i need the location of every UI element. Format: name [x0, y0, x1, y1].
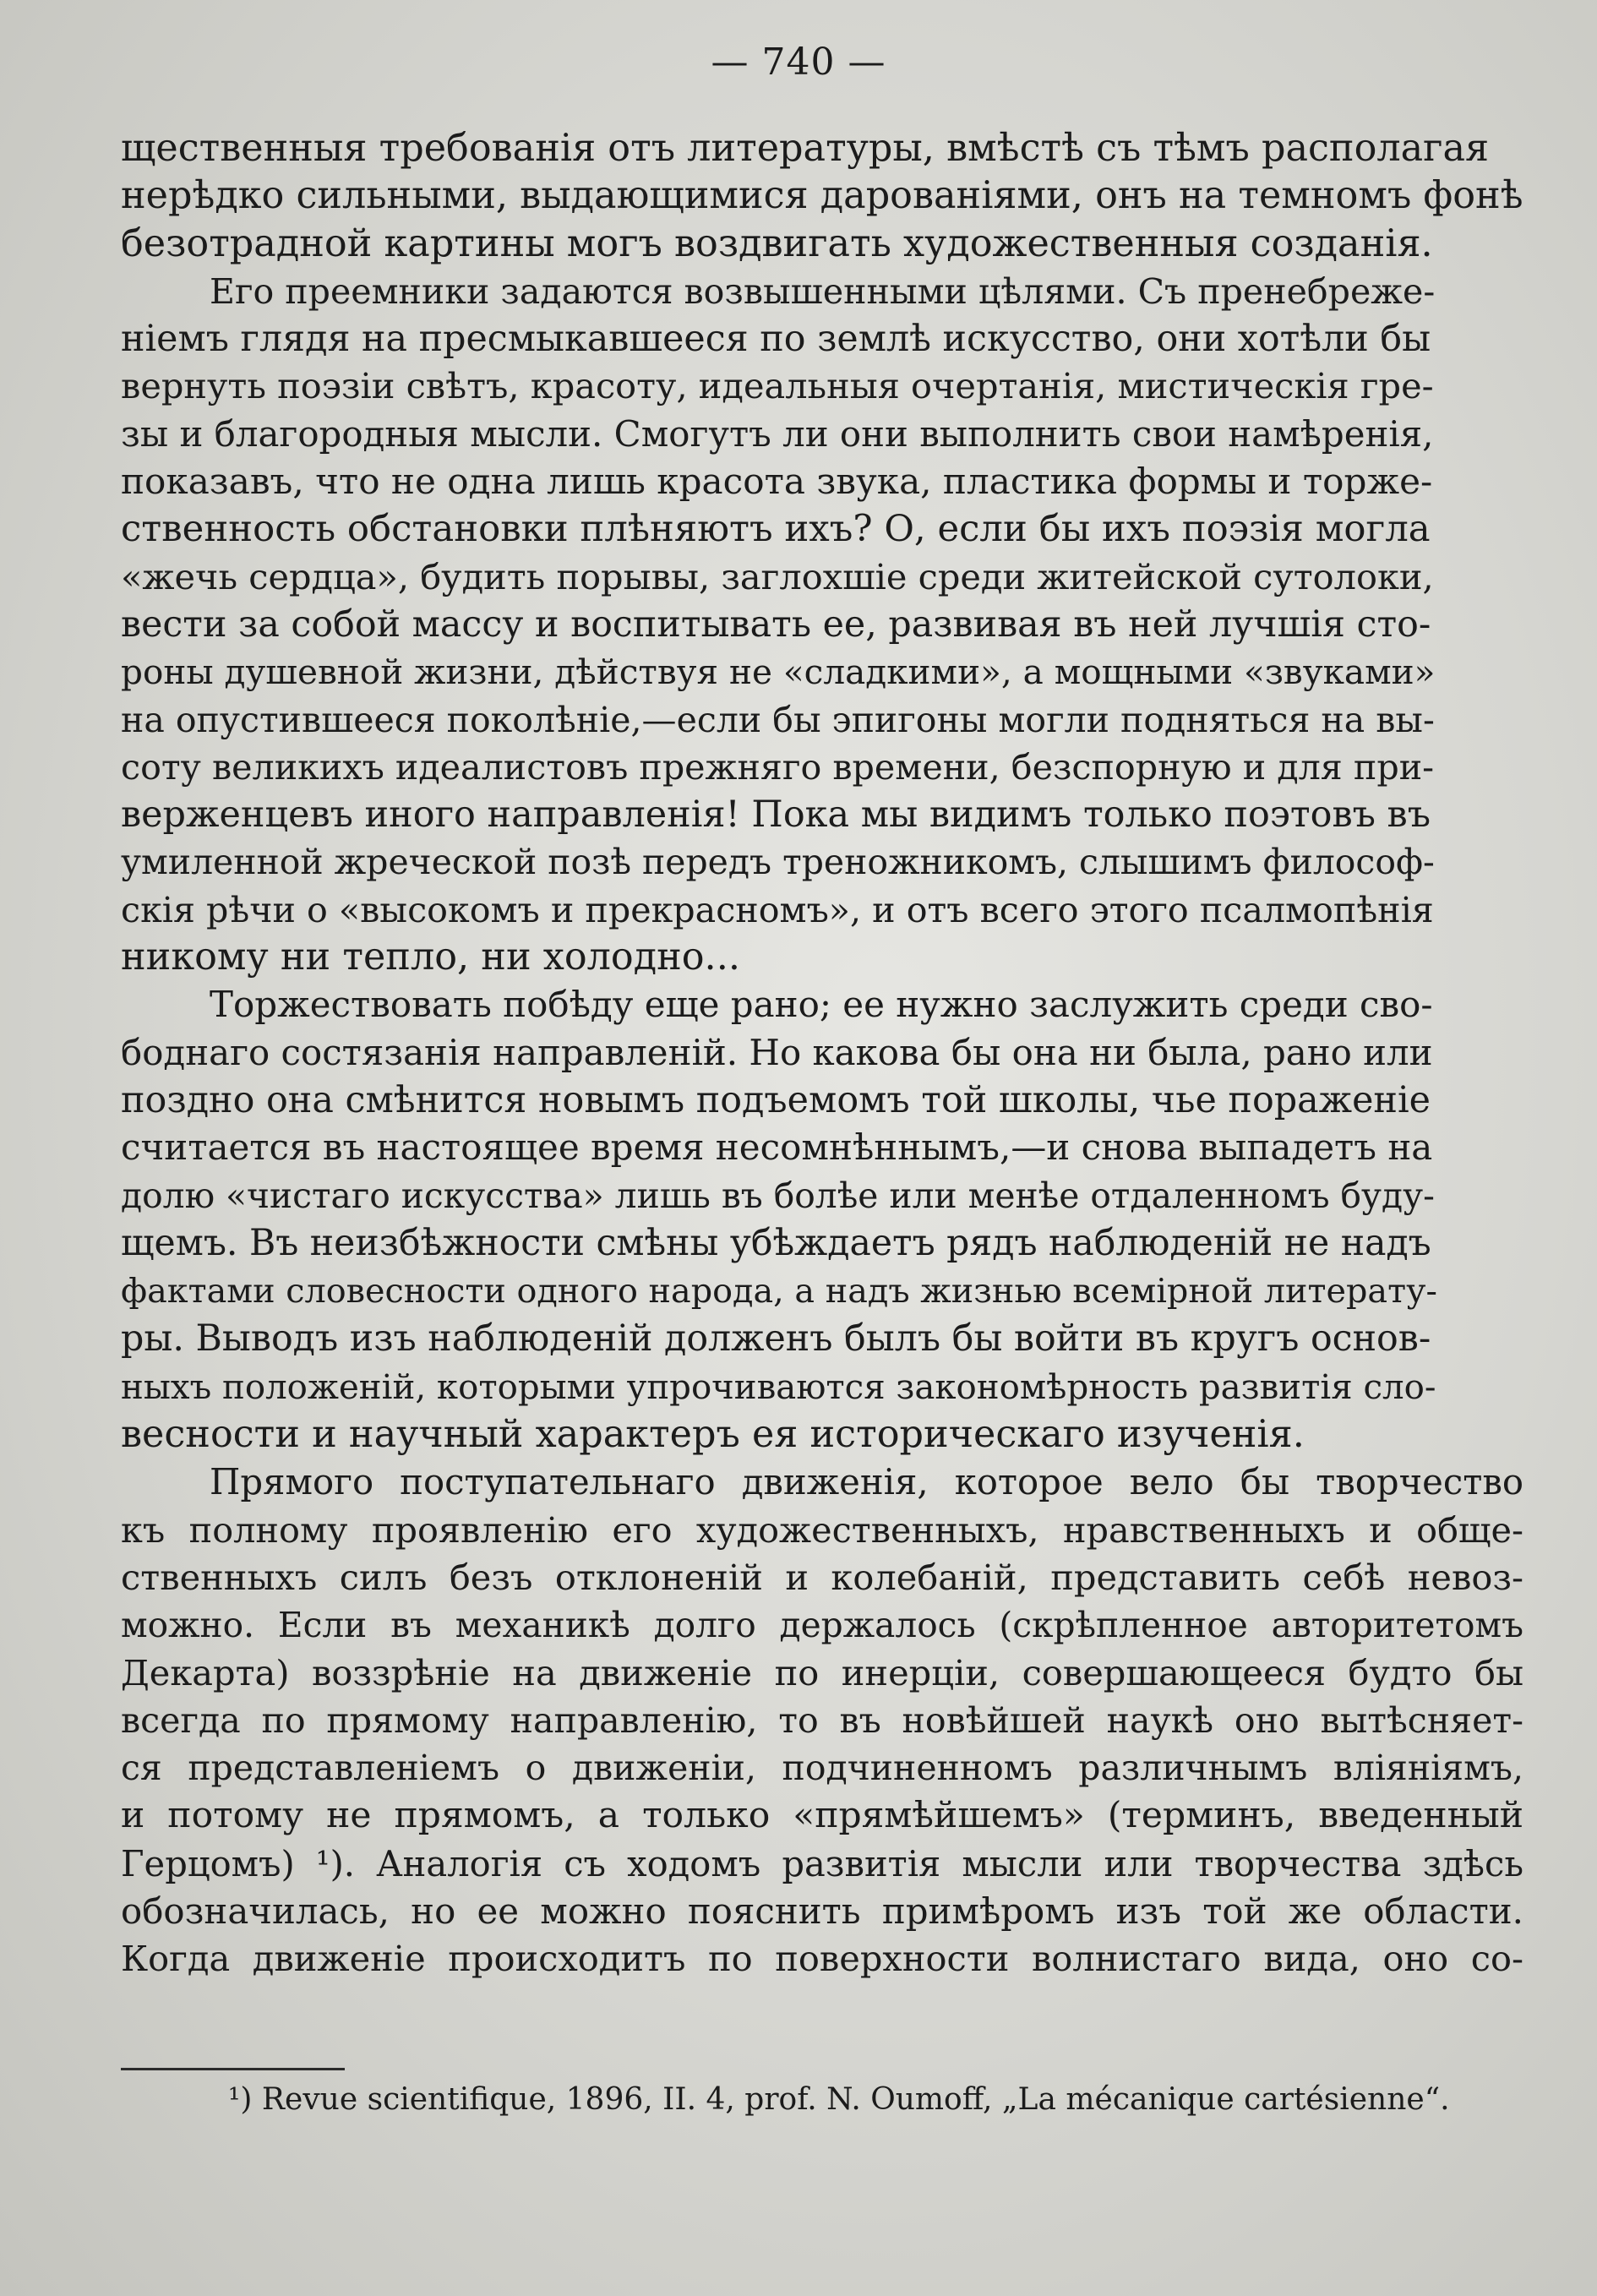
text-line: ры. Выводъ изъ наблюденій долженъ былъ бы войти въ кругъ основ- [121, 1317, 1431, 1361]
text-line: и потому не прямомъ, а только «прямѣйшемъ» (терминъ, введенный [121, 1795, 1523, 1837]
text-line: нерѣдко сильными, выдающимися дарованіями, онъ на темномъ фонѣ [121, 174, 1523, 218]
text-line: обозначилась, но ее можно пояснить примѣромъ изъ той же области. [121, 1890, 1523, 1932]
text-line: къ полному проявленію его художественныхъ, нравственныхъ и обще- [121, 1509, 1523, 1551]
text-line: верженцевъ иного направленія! Пока мы видимъ только поэтовъ въ [121, 794, 1431, 837]
text-line: всегда по прямому направленію, то въ новѣйшей наукѣ оно вытѣсняет- [121, 1699, 1523, 1741]
text-line: ственность обстановки плѣняютъ ихъ? О, если бы ихъ поэзія могла [121, 508, 1431, 551]
paragraph-3 [121, 981, 1523, 1459]
text-line: скія рѣчи о «высокомъ и прекрасномъ», и отъ всего этого псалмопѣнія [121, 889, 1434, 930]
text-line: Когда движеніе происходитъ по поверхности волнистаго вида, оно со- [121, 1938, 1523, 1980]
text-line: считается въ настоящее время несомнѣннымъ,—и снова выпадетъ на [121, 1126, 1433, 1169]
text-line: никому ни тепло, ни холодно... [121, 935, 740, 979]
paragraph-1 [121, 125, 1523, 268]
text-line: Декарта) воззрѣніе на движеніе по инерціи, совершающееся будто бы [121, 1651, 1523, 1693]
text-line: поздно она смѣнится новымъ подъемомъ той школы, чье пораженіе [121, 1078, 1431, 1121]
text-line: безотрадной картины могъ воздвигать художественныя созданія. [121, 221, 1433, 265]
text-line: вести за собой массу и воспитывать ее, развивая въ ней лучшія сто- [121, 603, 1431, 646]
text-line: Торжествовать побѣду еще рано; ее нужно заслужить среди сво- [210, 984, 1433, 1026]
text-line: весности и научный характеръ ея историческаго изученія. [121, 1413, 1305, 1457]
page-number: — 740 — [711, 41, 886, 84]
text-line: зы и благородныя мысли. Смогутъ ли они выполнить свои намѣренія, [121, 412, 1434, 455]
footnote-divider [121, 2068, 345, 2070]
paragraph-2 [121, 268, 1523, 981]
text-line: на опустившееся поколѣніе,—если бы эпигоны могли подняться на вы- [121, 699, 1435, 740]
text-line: щемъ. Въ неизбѣжности смѣны убѣждаетъ рядъ наблюденій не надъ [121, 1221, 1431, 1264]
body-text [121, 125, 1523, 1983]
text-line: роны душевной жизни, дѣйствуя не «сладкими», а мощными «звуками» [121, 652, 1436, 693]
text-line: вернуть поэзіи свѣтъ, красоту, идеальныя очертанія, мистическія гре- [121, 366, 1434, 407]
text-line: показавъ, что не одна лишь красота звука, пластика формы и торже- [121, 461, 1433, 503]
text-line: Прямого поступательнаго движенія, которое вело бы творчество [210, 1461, 1523, 1503]
text-line: фактами словесности одного народа, а надъ жизнью всемірной литерату- [121, 1272, 1437, 1312]
text-line: «жечь сердца», будить порывы, заглохшіе среди житейской сутолоки, [121, 555, 1434, 597]
text-line: Герцомъ) ¹). Аналогія съ ходомъ развитія мысли или творчества здѣсь [121, 1842, 1523, 1884]
text-line: боднаго состязанія направленій. Но какова бы она ни была, рано или [121, 1031, 1433, 1073]
text-line: ныхъ положеній, которыми упрочиваются закономѣрность развитія сло- [121, 1367, 1436, 1407]
text-line: можно. Если въ механикѣ долго держалось (скрѣпленное авторитетомъ [121, 1605, 1523, 1646]
text-line: долю «чистаго искусства» лишь въ болѣе или менѣе отдаленномъ буду- [121, 1175, 1435, 1216]
text-line: умиленной жреческой позѣ передъ треножникомъ, слышимъ философ- [121, 842, 1435, 883]
text-line: ся представленіемъ о движеніи, подчиненномъ различнымъ вліяніямъ, [121, 1748, 1523, 1789]
paragraph-4 [121, 1459, 1523, 1982]
text-line: Его преемники задаются возвышенными цѣлями. Съ пренебреже- [210, 270, 1436, 312]
text-line: щественныя требованія отъ литературы, вмѣстѣ съ тѣмъ располагая [121, 127, 1490, 170]
footnote: ¹) Revue scientifique, 1896, II. 4, prof. N. Oumoff, „La mécanique cartésienne“. [228, 2082, 1450, 2117]
text-line: ніемъ глядя на пресмыкавшееся по землѣ искусство, они хотѣли бы [121, 318, 1431, 361]
text-line: ственныхъ силъ безъ отклоненій и колебаній, представить себѣ невоз- [121, 1556, 1523, 1598]
text-line: соту великихъ идеалистовъ прежняго времени, безспорную и для при- [121, 746, 1435, 788]
